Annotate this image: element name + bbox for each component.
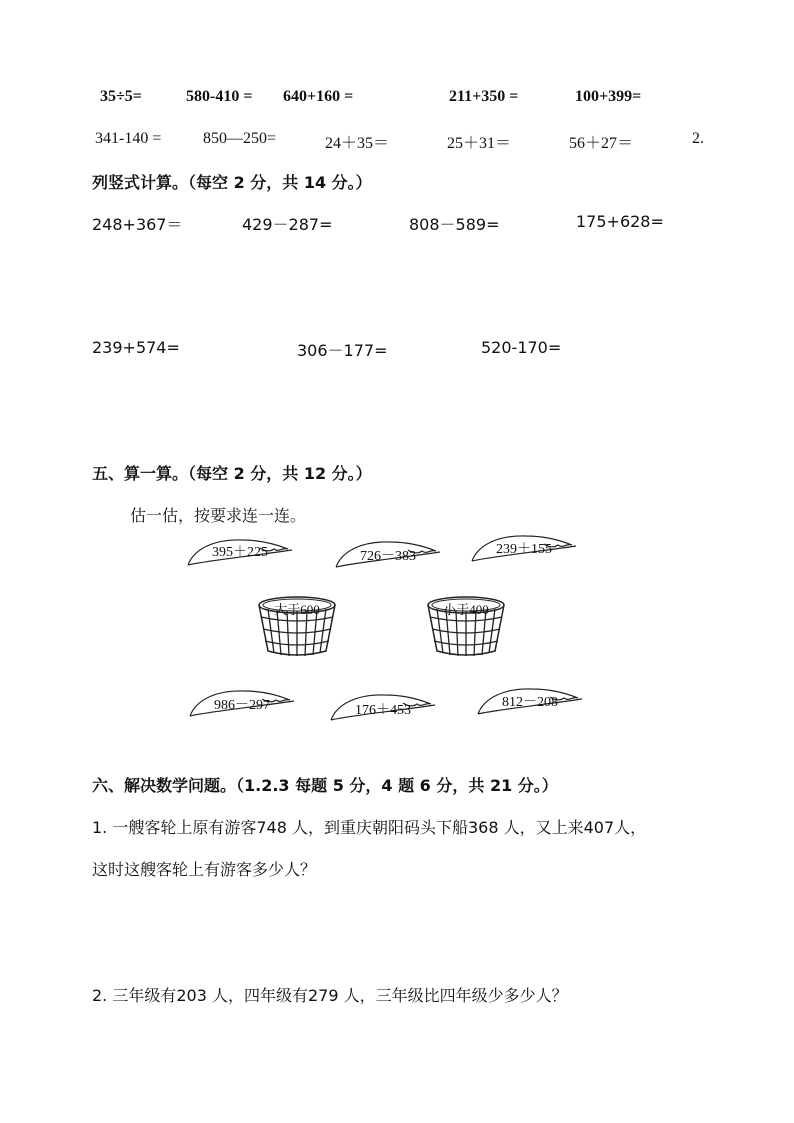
basket <box>425 595 507 657</box>
vertical-item: 248+367＝ <box>92 215 183 234</box>
leaf-card <box>474 684 586 720</box>
section-title-vertical: 列竖式计算。（每空 2 分，共 14 分。） <box>92 173 372 192</box>
leaf-label: 812－208 <box>502 695 558 710</box>
vertical-item: 520-170= <box>481 338 562 357</box>
leaf-card <box>184 535 296 571</box>
vertical-item: 175+628= <box>576 212 664 231</box>
basket <box>256 595 338 657</box>
basket-label: 大于600 <box>274 602 320 617</box>
oral-item: 24＋35＝ <box>325 135 390 152</box>
section-title-6: 六、解决数学问题。（1.2.3 每题 5 分，4 题 6 分，共 21 分。） <box>92 776 558 795</box>
oral-item: 341-140 = <box>95 130 162 147</box>
oral-item: 100+399= <box>575 88 642 105</box>
question-1-line-1: 1. 一艘客轮上原有游客748 人，到重庆朝阳码头下船368 人，又上来407人， <box>92 818 647 837</box>
oral-item: 640+160 = <box>283 88 354 105</box>
oral-item: 25＋31＝ <box>447 135 512 152</box>
oral-item: 850—250= <box>203 130 277 147</box>
vertical-item: 239+574= <box>92 338 180 357</box>
leaf-card <box>332 537 444 573</box>
oral-item: 580-410 = <box>186 88 253 105</box>
oral-item: 56＋27＝ <box>569 135 634 152</box>
leaf-label: 239＋155 <box>496 542 552 557</box>
leaf-label: 395＋225 <box>212 545 268 560</box>
section-title-5: 五、算一算。（每空 2 分，共 12 分。） <box>92 464 372 483</box>
leaf-label: 986－297 <box>214 698 270 713</box>
vertical-item: 429－287= <box>242 215 333 234</box>
vertical-item: 306－177= <box>297 341 388 360</box>
oral-item: 35÷5= <box>100 88 142 105</box>
instruction-text: 估一估，按要求连一连。 <box>130 506 307 525</box>
leaf-label: 176＋453 <box>355 703 411 718</box>
question-1-line-2: 这时这艘客轮上有游客多少人？ <box>92 860 317 879</box>
leaf-card <box>186 686 298 722</box>
oral-item: 211+350 = <box>449 88 519 105</box>
leaf-card <box>327 690 439 726</box>
leaf-card <box>468 531 580 567</box>
basket-label: 小于400 <box>443 602 489 617</box>
leaf-label: 726－383 <box>360 549 416 564</box>
question-number: 2. <box>692 130 704 147</box>
question-2: 2. 三年级有203 人，四年级有279 人，三年级比四年级少多少人？ <box>92 986 568 1005</box>
vertical-item: 808－589= <box>409 215 500 234</box>
